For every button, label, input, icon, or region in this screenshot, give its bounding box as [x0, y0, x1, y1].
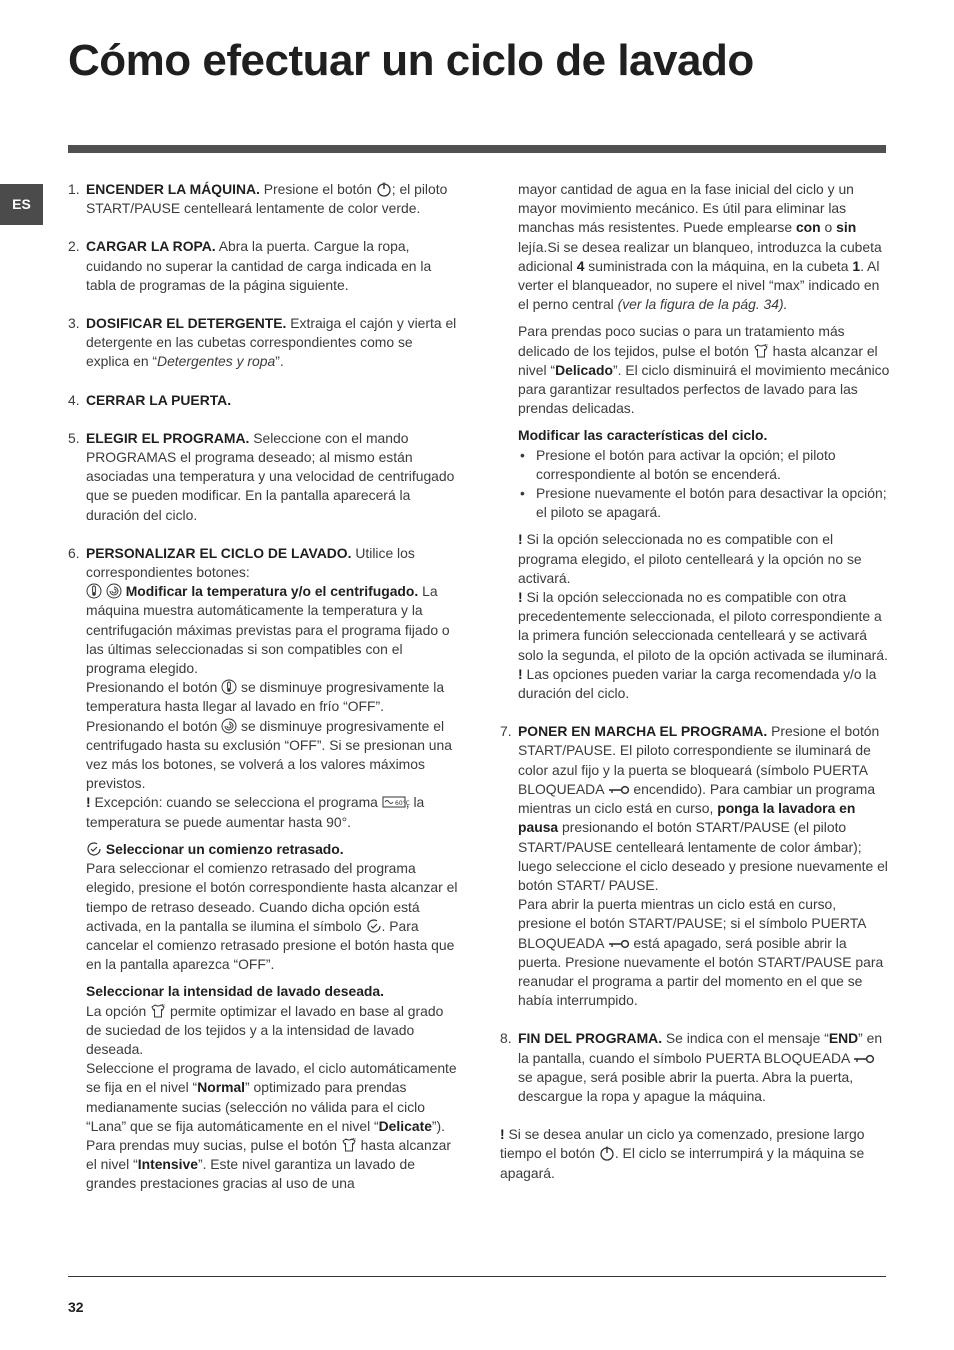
paragraph-text: ”. Este nivel garantiza un lavado de grandes prestaciones gracias al uso de una [86, 1156, 415, 1192]
step-title: ELEGIR EL PROGRAMA. [86, 429, 250, 446]
step-title: CARGAR LA ROPA. [86, 238, 216, 255]
step-text: presionando el botón START/PAUSE (el piloto START/PAUSE centelleará lentamente de color ámbar); luego seleccione el ciclo deseado y presione nuevamente el botón START/ PAUSE. [518, 819, 888, 893]
paragraph-text: se disminuye progresivamente la temperatura hasta llegar al lavado en frío “OFF”. [86, 679, 445, 715]
final-note [500, 1125, 890, 1183]
level-normal: Normal [197, 1079, 246, 1096]
step-1 [68, 180, 458, 218]
paragraph-text: Para prendas muy sucias, pulse el botón [86, 1136, 341, 1153]
shirt-icon [753, 343, 769, 359]
step-text: ; el piloto START/PAUSE centelleará lentamente de color verde. [86, 181, 448, 217]
paragraph-text: ”). [431, 1117, 446, 1134]
modify-title [518, 426, 890, 445]
open-door-paragraph [518, 895, 890, 1010]
step-text: ” en la pantalla, cuando el símbolo PUERTA BLOQUEADA [518, 1030, 883, 1066]
step-7 [500, 722, 890, 1010]
key-lock-icon [608, 781, 630, 797]
paragraph-text: ” optimizado para prendas medianamente sucias (selección no válida para el ciclo “Lana” que se fija automáticamente en el nivel “ [86, 1079, 425, 1134]
paragraph-text: . El ciclo se interrumpirá y la máquina se apagará. [500, 1145, 865, 1181]
step-text: ”. [275, 353, 284, 370]
footer-rule [68, 1276, 886, 1277]
paragraph-text: se disminuye progresivamente el centrifugado hasta su exclusión “OFF”. Si se presionan una vez más los botones, se volverá a los valores máximos previstos. [86, 717, 452, 792]
thermometer-icon [86, 583, 102, 599]
thermometer-icon [221, 679, 237, 695]
step-number: 8. [500, 1030, 512, 1047]
level-delicate: Delicate [378, 1117, 432, 1134]
step-6-continued [500, 180, 890, 703]
step-number: 6. [68, 544, 80, 561]
modify-list [518, 446, 890, 523]
intensity-normal-paragraph [86, 1059, 458, 1136]
right-column [500, 180, 890, 1183]
step-title: DOSIFICAR EL DETERGENTE. [86, 315, 287, 332]
delay-section [86, 840, 458, 859]
spin-icon [221, 718, 237, 734]
warning-mark: ! [500, 1126, 505, 1143]
paragraph-text: Presionando el botón [86, 717, 222, 734]
step-5 [68, 429, 458, 525]
spin-icon [106, 583, 122, 599]
step-3 [68, 314, 458, 372]
step-number: 1. [68, 181, 80, 197]
step-6 [68, 544, 458, 1194]
delicate-paragraph [518, 322, 890, 418]
subsection-title: Modificar la temperatura y/o el centrifugado. [125, 583, 419, 600]
step-title: CERRAR LA PUERTA. [86, 391, 232, 408]
bold-phrase: ponga la lavadora en pausa [518, 800, 856, 836]
step-title: PERSONALIZAR EL CICLO DE LAVADO. [86, 544, 352, 561]
paragraph-text: . Al verter el blanqueador, no supere el nivel “max” indicado en el perno central [518, 257, 880, 313]
step-number: 4. [68, 391, 80, 408]
note-incompatible-program [518, 530, 890, 588]
step-text: se apague, será posible abrir la puerta. Abra la puerta, descargue la ropa y apague la máquina. [518, 1068, 854, 1104]
subsection-title: Seleccionar un comienzo retrasado. [105, 840, 344, 857]
page-number: 32 [68, 1299, 84, 1315]
title-rule [68, 145, 886, 153]
paragraph-text: mayor cantidad de agua en la fase inicial del ciclo y un mayor movimiento mecánico. Es útil para eliminar las manchas más resistentes. Puede emplearse [518, 181, 854, 236]
paragraph-text: , la temperatura se puede aumentar hasta 90°. [86, 794, 425, 830]
end-message: END [828, 1030, 859, 1047]
step-text: Utilice los correspondientes botones: [86, 544, 415, 581]
subsection-title: Modificar las características del ciclo. [518, 427, 768, 444]
bold-word: sin [836, 219, 857, 236]
intensity-intensive-paragraph [86, 1136, 458, 1194]
paragraph-text: Si se desea anular un ciclo ya comenzado, presione largo tiempo el botón [500, 1126, 865, 1162]
wool-60-program-icon [382, 794, 410, 810]
intensity-continued-paragraph [518, 180, 890, 314]
step-text: Presione el botón [259, 181, 376, 197]
spin-paragraph [86, 717, 458, 794]
page-title: Cómo efectuar un ciclo de lavado [68, 36, 754, 85]
key-lock-icon [853, 1050, 875, 1066]
bold-word: con [795, 219, 821, 236]
temperature-paragraph [86, 678, 458, 716]
delay-paragraph [86, 859, 458, 974]
step-number: 7. [500, 723, 512, 740]
step-text: Extraiga el cajón y vierta el detergente en las cubetas correspondientes como se explica en “ [86, 315, 457, 370]
paragraph-text: permite optimizar el lavado en base al grado de suciedad de los tejidos y a la intensidad de lavado deseada. [86, 1002, 444, 1057]
clock-check-icon [86, 841, 102, 857]
step-text: encendido). Para cambiar un programa mientras un ciclo está en curso, [518, 780, 876, 817]
step-number: 5. [68, 429, 80, 446]
paragraph-text: La opción [86, 1002, 151, 1019]
paragraph-text: está apagado, será posible abrir la puerta. Presione nuevamente el botón START/PAUSE para reanudar el programa a partir del momento en el que se había interrumpido. [518, 934, 884, 1009]
key-lock-icon [608, 935, 630, 951]
bold-word: 4 [576, 257, 585, 274]
paragraph-text: suministrada con la máquina, en la cubeta [584, 257, 853, 274]
subsection-title: Seleccionar la intensidad de lavado deseada. [86, 983, 384, 1000]
paragraph-text: . Para cancelar el comienzo retrasado presione el botón hasta que en la pantalla aparezca “OFF”. [86, 917, 455, 973]
step-number: 2. [68, 238, 80, 255]
step-2 [68, 237, 458, 295]
language-tab: ES [0, 184, 43, 225]
paragraph-text: Para prendas poco sucias o para un tratamiento más delicado de los tejidos, pulse el botón [518, 323, 845, 359]
power-icon [376, 181, 392, 197]
list-item: • Presione nuevamente el botón para desactivar la opción; el piloto se apagará. [518, 484, 890, 522]
step-8 [500, 1029, 890, 1106]
temperature-spin-section [86, 582, 458, 678]
step-title: PONER EN MARCHA EL PROGRAMA. [518, 723, 768, 740]
exception-note [86, 793, 458, 831]
power-icon [599, 1145, 615, 1161]
note-load-duration [518, 665, 890, 703]
paragraph-text: Si la opción seleccionada no es compatible con el programa elegido, el piloto centelleará y la opción no se activará. [518, 531, 862, 586]
step-reference: Detergentes y ropa [157, 353, 276, 370]
warning-mark: ! [518, 531, 523, 548]
warning-mark: ! [518, 665, 523, 682]
bold-word: 1 [852, 257, 861, 274]
step-text: Presione el botón START/PAUSE. El piloto correspondiente se iluminará de color azul fijo y la puerta se bloqueará (símbolo PUERTA BLOQUEADA [518, 723, 880, 797]
step-text: Abra la puerta. Cargue la ropa, cuidando no superar la cantidad de carga indicada en la tabla de programas de la página siguiente. [86, 238, 432, 293]
left-column [68, 180, 458, 1194]
warning-mark: ! [518, 589, 523, 606]
step-text: Se indica con el mensaje “ [662, 1030, 829, 1047]
level-delicado: Delicado [555, 361, 613, 378]
paragraph-text: La máquina muestra automáticamente la temperatura y la centrifugación máximas previstas para el programa fijado o las últimas seleccionadas si son compatibles con el programa elegido. [86, 583, 450, 677]
intensity-paragraph [86, 1002, 458, 1060]
level-intensive: Intensive [137, 1156, 198, 1173]
paragraph-text: Para abrir la puerta mientras un ciclo está en curso, presione el botón START/PAUSE; si el símbolo PUERTA BLOQUEADA [518, 896, 866, 951]
paragraph-text: hasta alcanzar el nivel “ [518, 342, 878, 378]
paragraph-text: hasta alcanzar el nivel “ [86, 1136, 452, 1173]
paragraph-text: Seleccione el programa de lavado, el ciclo automáticamente se fija en el nivel “ [86, 1060, 457, 1096]
clock-check-icon [366, 918, 382, 934]
paragraph-text: Si la opción seleccionada no es compatible con otra precedentemente seleccionada, el piloto correspondiente a la primera función seleccionada centelleará y se activará solo la segunda, el piloto de la opción activada se iluminará. [518, 589, 888, 663]
svg-text:60°C: 60°C [394, 800, 410, 808]
figure-reference: (ver la figura de la pág. 34). [617, 296, 788, 313]
paragraph-text: Las opciones pueden variar la carga recomendada y/o la duración del ciclo. [518, 665, 877, 702]
step-title: FIN DEL PROGRAMA. [518, 1030, 663, 1047]
paragraph-text: Excepción: cuando se selecciona el programa [90, 794, 382, 811]
paragraph-text: o [820, 219, 837, 236]
paragraph-text: Presionando el botón [86, 679, 222, 696]
step-number: 3. [68, 315, 80, 332]
note-incompatible-option [518, 588, 890, 665]
step-text: Seleccione con el mando PROGRAMAS el programa deseado; al mismo están asociadas una temperatura y una velocidad de centrifugado que se pueden modificar. En la pantalla aparecerá la duración del ciclo. [86, 429, 455, 523]
intensity-title [86, 982, 458, 1001]
paragraph-text: ”. El ciclo disminuirá el movimiento mecánico para garantizar resultados perfectos de lavado para las prendas delicadas. [518, 361, 890, 417]
step-title: ENCENDER LA MÁQUINA. [86, 181, 260, 197]
paragraph-text: lejía.Si se desea realizar un blanqueo, introduzca la cubeta adicional [518, 238, 882, 274]
paragraph-text: Para seleccionar el comienzo retrasado del programa elegido, presione el botón correspondiente hasta alcanzar el tiempo de retraso deseado. Cuando dicha opción está activada, en la pantalla se ilumina el símbolo [86, 860, 458, 934]
list-item: • Presione el botón para activar la opción; el piloto correspondiente al botón se encenderá. [518, 446, 890, 484]
warning-mark: ! [86, 794, 91, 811]
step-4 [68, 391, 458, 410]
shirt-icon [341, 1137, 357, 1153]
shirt-icon [150, 1003, 166, 1019]
